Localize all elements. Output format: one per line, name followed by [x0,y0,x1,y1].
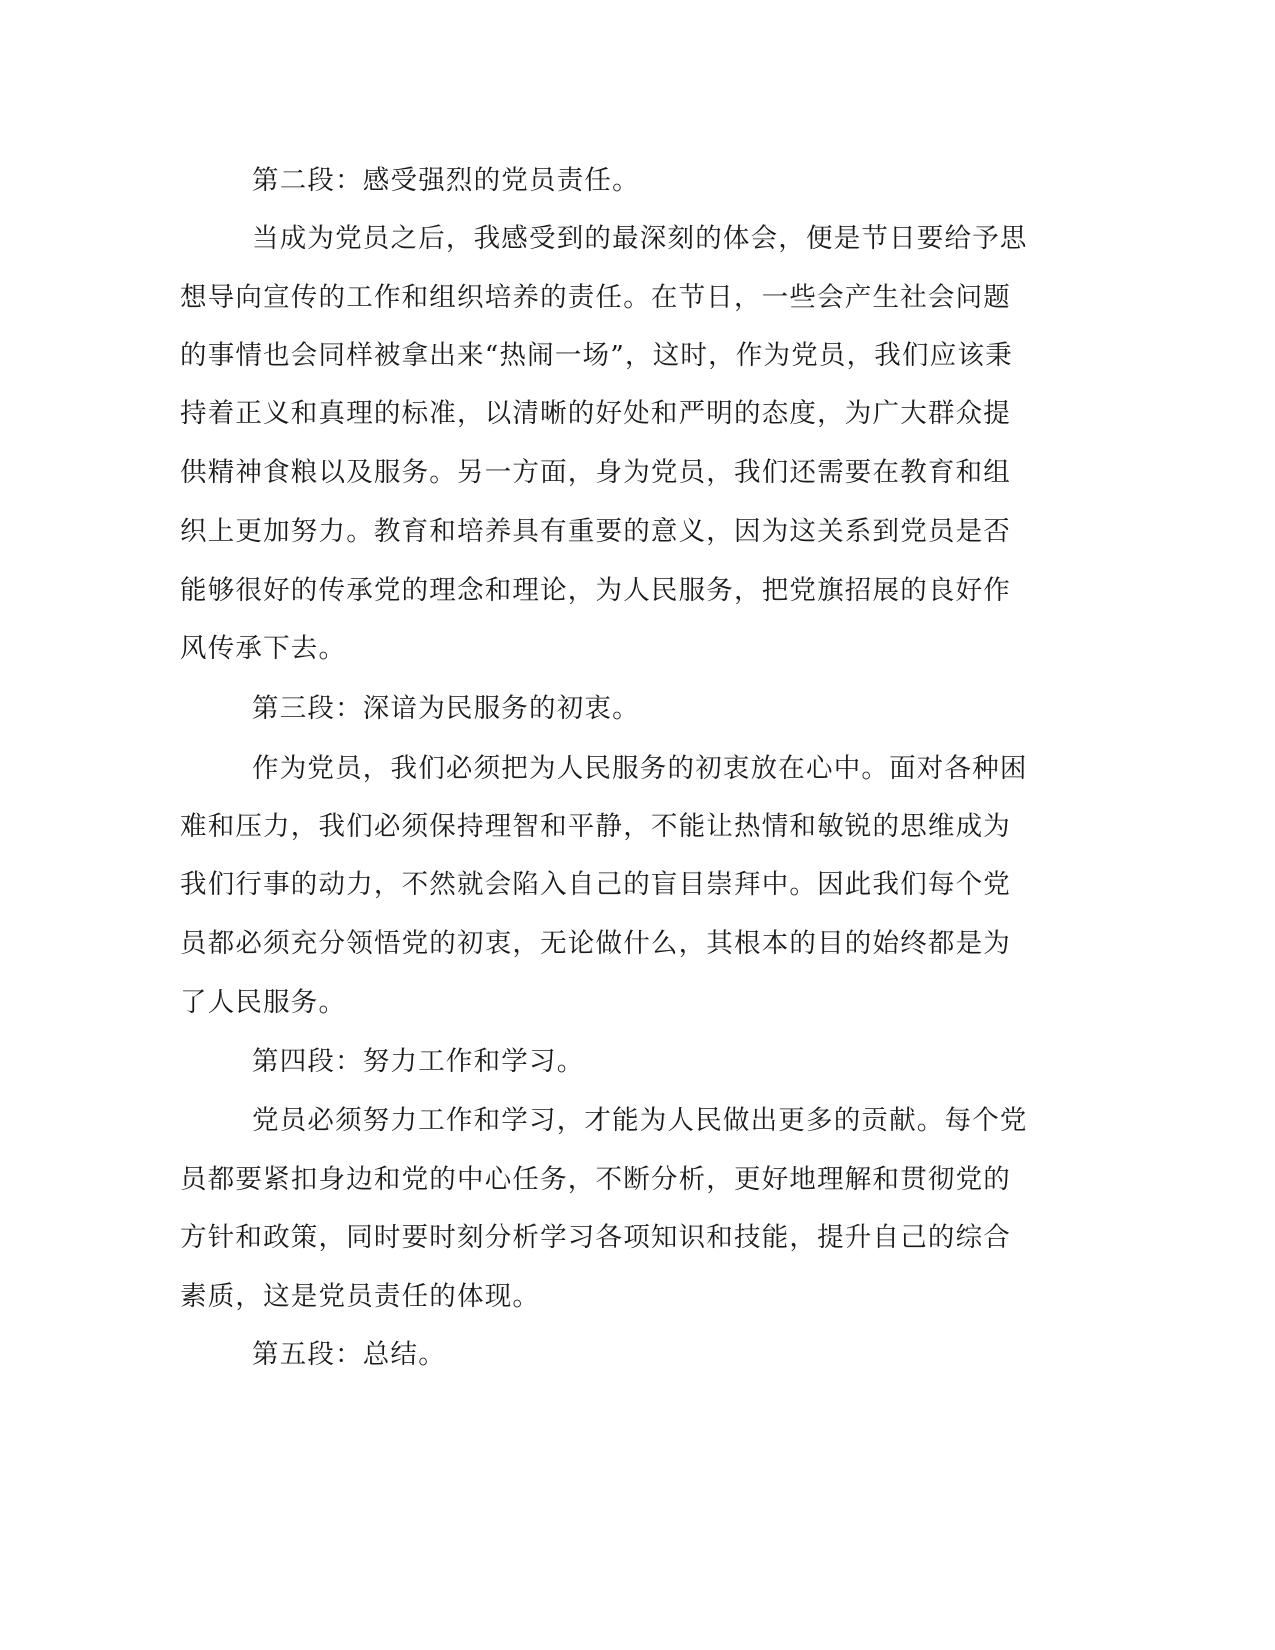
paragraph-line: 作为党员，我们必须把为人民服务的初衷放在心中。面对各种困 [252,753,1028,784]
paragraph-line: 了人民服务。 [180,987,347,1018]
paragraph-line: 的事情也会同样被拿出来“热闹一场”，这时，作为党员，我们应该秉 [180,340,1013,371]
paragraph-line: 供精神食粮以及服务。另一方面，身为党员，我们还需要在教育和组 [180,457,1011,488]
paragraph-line: 想导向宣传的工作和组织培养的责任。在节日，一些会产生社会问题 [180,282,1011,313]
heading-section-4: 第四段：努力工作和学习。 [252,1046,585,1077]
paragraph-line: 当成为党员之后，我感受到的最深刻的体会，便是节日要给予思 [252,223,1028,254]
paragraph-line: 员都要紧扣身边和党的中心任务，不断分析，更好地理解和贯彻党的 [180,1164,1011,1195]
paragraph-line: 方针和政策，同时要时刻分析学习各项知识和技能，提升自己的综合 [180,1222,1011,1253]
paragraph-line: 素质，这是党员责任的体现。 [180,1281,541,1312]
paragraph-line: 我们行事的动力，不然就会陷入自己的盲目崇拜中。因此我们每个党 [180,869,1011,900]
heading-section-5: 第五段：总结。 [252,1339,446,1370]
paragraph-line: 织上更加努力。教育和培养具有重要的意义，因为这关系到党员是否 [180,516,1011,547]
paragraph-line: 难和压力，我们必须保持理智和平静，不能让热情和敏锐的思维成为 [180,811,1011,842]
paragraph-line: 员都必须充分领悟党的初衷，无论做什么，其根本的目的始终都是为 [180,928,1011,959]
paragraph-line: 能够很好的传承党的理念和理论，为人民服务，把党旗招展的良好作 [180,575,1011,606]
paragraph-line: 风传承下去。 [180,633,347,664]
heading-section-2: 第二段：感受强烈的党员责任。 [252,165,640,196]
paragraph-line: 党员必须努力工作和学习，才能为人民做出更多的贡献。每个党 [252,1105,1028,1136]
heading-section-3: 第三段：深谙为民服务的初衷。 [252,693,640,724]
paragraph-line: 持着正义和真理的标准，以清晰的好处和严明的态度，为广大群众提 [180,398,1011,429]
